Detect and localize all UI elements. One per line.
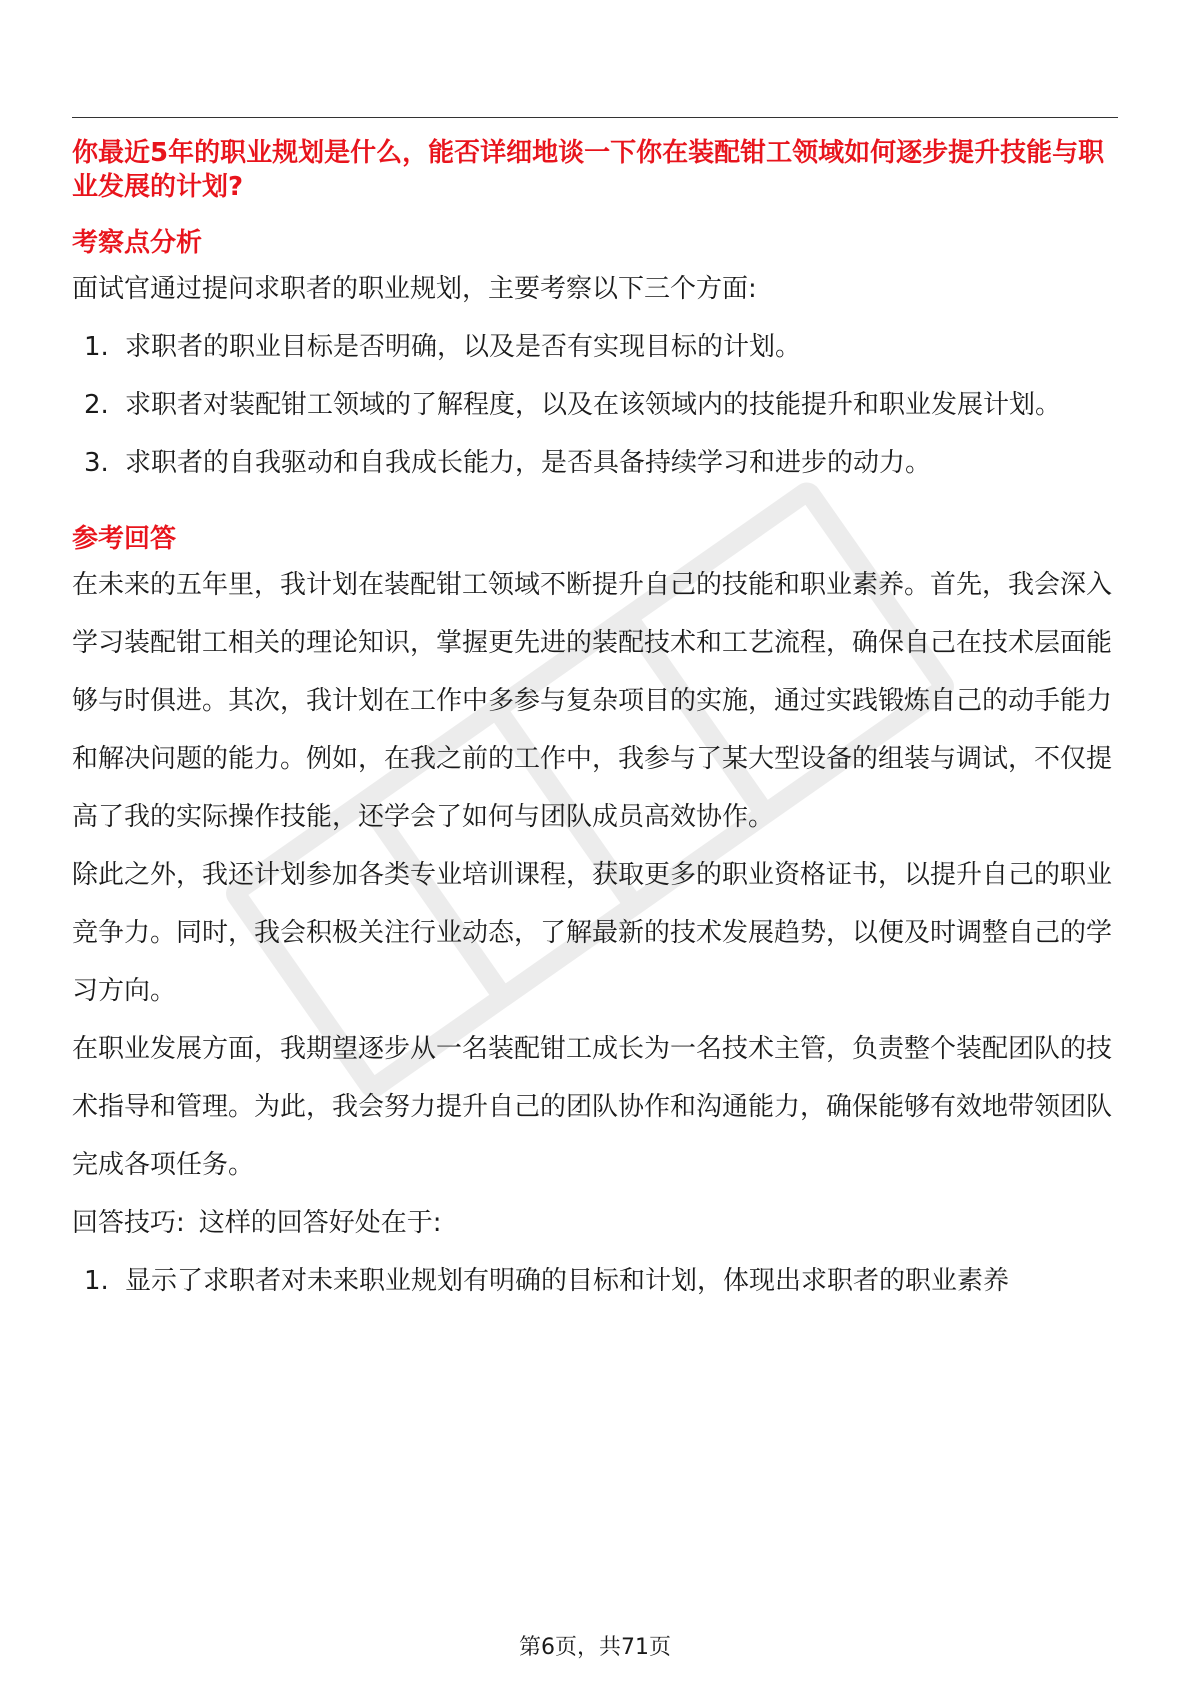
list-item [72, 376, 1118, 434]
list-text: 显示了求职者对未来职业规划有明确的目标和计划，体现出求职者的职业素养 [125, 1266, 1010, 1296]
list-item [72, 1252, 1118, 1310]
header-rule [72, 117, 1118, 118]
list-item [72, 434, 1118, 492]
analysis-intro: 面试官通过提问求职者的职业规划，主要考察以下三个方面: [72, 274, 757, 304]
document-body [72, 136, 1118, 1310]
analysis-points [72, 318, 1118, 492]
list-number: 3. [84, 448, 109, 478]
list-text: 求职者对装配钳工领域的了解程度，以及在该领域内的技能提升和职业发展计划。 [125, 390, 1062, 420]
page-number: 第6页，共71页 [519, 1635, 671, 1660]
list-text: 求职者的自我驱动和自我成长能力，是否具备持续学习和进步的动力。 [125, 448, 932, 478]
answer-paragraph: 除此之外，我还计划参加各类专业培训课程，获取更多的职业资格证书，以提升自己的职业竞争力。同时，我会积极关注行业动态，了解最新的技术发展趋势，以便及时调整自己的学习方向。 [72, 860, 1113, 1006]
list-item [72, 318, 1118, 376]
tips-text: 这样的回答好处在于: [198, 1208, 442, 1238]
tips-line [72, 1194, 1118, 1252]
list-number: 1. [84, 1266, 109, 1296]
answer-paragraph: 在职业发展方面，我期望逐步从一名装配钳工成长为一名技术主管，负责整个装配团队的技术指导和管理。为此，我会努力提升自己的团队协作和沟通能力，确保能够有效地带领团队完成各项任务。 [72, 1034, 1113, 1180]
tips-points [72, 1252, 1118, 1310]
analysis-heading: 考察点分析 [72, 228, 203, 258]
question-title: 你最近5年的职业规划是什么，能否详细地谈一下你在装配钳工领域如何逐步提升技能与职业发展的计划? [72, 138, 1105, 202]
list-number: 2. [84, 390, 109, 420]
list-number: 1. [84, 332, 109, 362]
answer-heading: 参考回答 [72, 524, 177, 554]
answer-paragraph: 在未来的五年里，我计划在装配钳工领域不断提升自己的技能和职业素养。首先，我会深入学习装配钳工相关的理论知识，掌握更先进的装配技术和工艺流程，确保自己在技术层面能够与时俱进。其次，我计划在工作中多参与复杂项目的实施，通过实践锻炼自己的动手能力和解决问题的能力。例如，在我之前的工作中，我参与了某大型设备的组装与调试，不仅提高了我的实际操作技能，还学会了如何与团队成员高效协作。 [72, 570, 1113, 832]
list-text: 求职者的职业目标是否明确，以及是否有实现目标的计划。 [125, 332, 802, 362]
tips-label: 回答技巧: [72, 1208, 185, 1238]
